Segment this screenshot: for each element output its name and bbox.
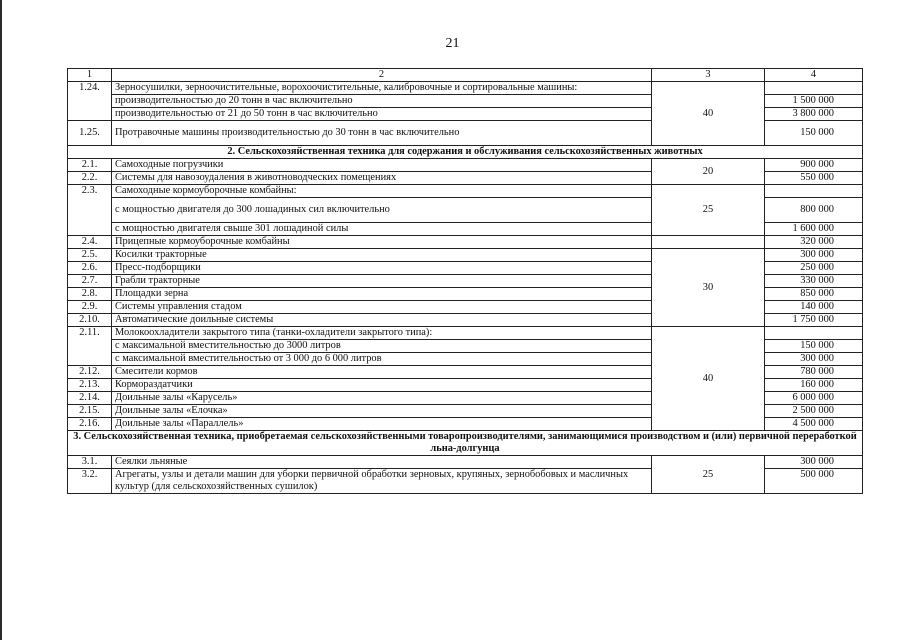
row-number: [68, 340, 112, 353]
row-number: [68, 223, 112, 236]
rate-cell: 40: [652, 82, 765, 146]
table-header-row: [68, 69, 863, 82]
row-text: Доильные залы «Карусель»: [112, 392, 652, 405]
row-value: 850 000: [765, 288, 863, 301]
table-row: [68, 236, 863, 249]
row-text: Смесители кормов: [112, 366, 652, 379]
table-row: [68, 327, 863, 340]
row-value: 330 000: [765, 275, 863, 288]
row-value: 300 000: [765, 456, 863, 469]
row-number: 2.12.: [68, 366, 112, 379]
section-title: 3. Сельскохозяйственная техника, приобретаемая сельскохозяйственными товаропроизводителями, занимающимися производством и (или) первичной переработкой льна-долгунца: [68, 431, 863, 456]
equipment-price-table: [67, 68, 863, 494]
row-number: 2.9.: [68, 301, 112, 314]
row-number: 2.3.: [68, 185, 112, 198]
row-text: Площадки зерна: [112, 288, 652, 301]
row-text: Кормораздатчики: [112, 379, 652, 392]
page-number: 21: [445, 36, 460, 51]
row-number: 2.10.: [68, 314, 112, 327]
header-col-3: 3: [652, 69, 765, 82]
row-text: Грабли тракторные: [112, 275, 652, 288]
row-value: 780 000: [765, 366, 863, 379]
row-value: 300 000: [765, 249, 863, 262]
header-col-4: 4: [765, 69, 863, 82]
table-row: [68, 82, 863, 95]
row-text: Доильные залы «Елочка»: [112, 405, 652, 418]
row-value: 250 000: [765, 262, 863, 275]
row-text: с мощностью двигателя до 300 лошадиных сил включительно: [112, 198, 652, 223]
row-text: Протравочные машины производительностью до 30 тонн в час включительно: [112, 121, 652, 146]
row-text: производительностью до 20 тонн в час включительно: [112, 95, 652, 108]
row-text: Агрегаты, узлы и детали машин для уборки первичной обработки зерновых, крупяных, зернобобовых и масличных культур (для сельскохозяйственных сушилок): [112, 469, 652, 494]
row-number: 2.16.: [68, 418, 112, 431]
row-value: 3 800 000: [765, 108, 863, 121]
row-number: 2.2.: [68, 172, 112, 185]
row-number: 2.4.: [68, 236, 112, 249]
row-number: [68, 198, 112, 223]
section-title: 2. Сельскохозяйственная техника для содержания и обслуживания сельскохозяйственных животных: [68, 146, 863, 159]
rate-cell: 20: [652, 159, 765, 185]
row-number: [68, 95, 112, 108]
rate-cell: 30: [652, 249, 765, 327]
row-text: с максимальной вместительностью до 3000 литров: [112, 340, 652, 353]
row-value: 500 000: [765, 469, 863, 494]
row-number: 1.25.: [68, 121, 112, 146]
row-number: 2.13.: [68, 379, 112, 392]
row-number: 3.1.: [68, 456, 112, 469]
row-value: 150 000: [765, 121, 863, 146]
row-value: 6 000 000: [765, 392, 863, 405]
table-row: [68, 159, 863, 172]
header-col-2: 2: [112, 69, 652, 82]
section-row: [68, 431, 863, 456]
row-text: Системы для навозоудаления в животноводческих помещениях: [112, 172, 652, 185]
row-text: Самоходные погрузчики: [112, 159, 652, 172]
row-number: 1.24.: [68, 82, 112, 95]
table-row: [68, 456, 863, 469]
row-value: 150 000: [765, 340, 863, 353]
row-text: Пресс-подборщики: [112, 262, 652, 275]
row-number: 3.2.: [68, 469, 112, 494]
row-number: 2.8.: [68, 288, 112, 301]
row-text: Доильные залы «Параллель»: [112, 418, 652, 431]
row-text: Самоходные кормоуборочные комбайны:: [112, 185, 652, 198]
scan-left-edge: [0, 0, 2, 640]
row-number: [68, 108, 112, 121]
row-value: 1 500 000: [765, 95, 863, 108]
rate-cell: 25: [652, 456, 765, 494]
rate-cell: 40: [652, 327, 765, 431]
row-text: с мощностью двигателя свыше 301 лошадиной силы: [112, 223, 652, 236]
row-value: 2 500 000: [765, 405, 863, 418]
row-value: [765, 327, 863, 340]
rate-cell: 25: [652, 185, 765, 236]
section-row: [68, 146, 863, 159]
row-text: Зерносушилки, зерноочистительные, ворохоочистительные, калибровочные и сортировальные машины:: [112, 82, 652, 95]
row-value: 4 500 000: [765, 418, 863, 431]
table-row: [68, 185, 863, 198]
row-value: 320 000: [765, 236, 863, 249]
row-number: 2.15.: [68, 405, 112, 418]
row-text: Автоматические доильные системы: [112, 314, 652, 327]
row-text: Косилки тракторные: [112, 249, 652, 262]
row-number: 2.1.: [68, 159, 112, 172]
table-row: [68, 249, 863, 262]
row-number: 2.7.: [68, 275, 112, 288]
row-number: 2.5.: [68, 249, 112, 262]
row-text: производительностью от 21 до 50 тонн в час включительно: [112, 108, 652, 121]
row-number: 2.14.: [68, 392, 112, 405]
row-value: 900 000: [765, 159, 863, 172]
row-number: 2.6.: [68, 262, 112, 275]
row-value: 1 750 000: [765, 314, 863, 327]
rate-cell-empty: [652, 236, 765, 249]
row-value: 550 000: [765, 172, 863, 185]
row-value: 160 000: [765, 379, 863, 392]
row-value: [765, 82, 863, 95]
row-value: [765, 185, 863, 198]
row-value: 300 000: [765, 353, 863, 366]
row-text: Молокоохладители закрытого типа (танки-охладители закрытого типа):: [112, 327, 652, 340]
row-value: 800 000: [765, 198, 863, 223]
row-value: 140 000: [765, 301, 863, 314]
row-text: Системы управления стадом: [112, 301, 652, 314]
header-col-1: 1: [68, 69, 112, 82]
row-number: [68, 353, 112, 366]
row-number: 2.11.: [68, 327, 112, 340]
row-text: Сеялки льняные: [112, 456, 652, 469]
row-value: 1 600 000: [765, 223, 863, 236]
row-text: с максимальной вместительностью от 3 000 до 6 000 литров: [112, 353, 652, 366]
row-text: Прицепные кормоуборочные комбайны: [112, 236, 652, 249]
